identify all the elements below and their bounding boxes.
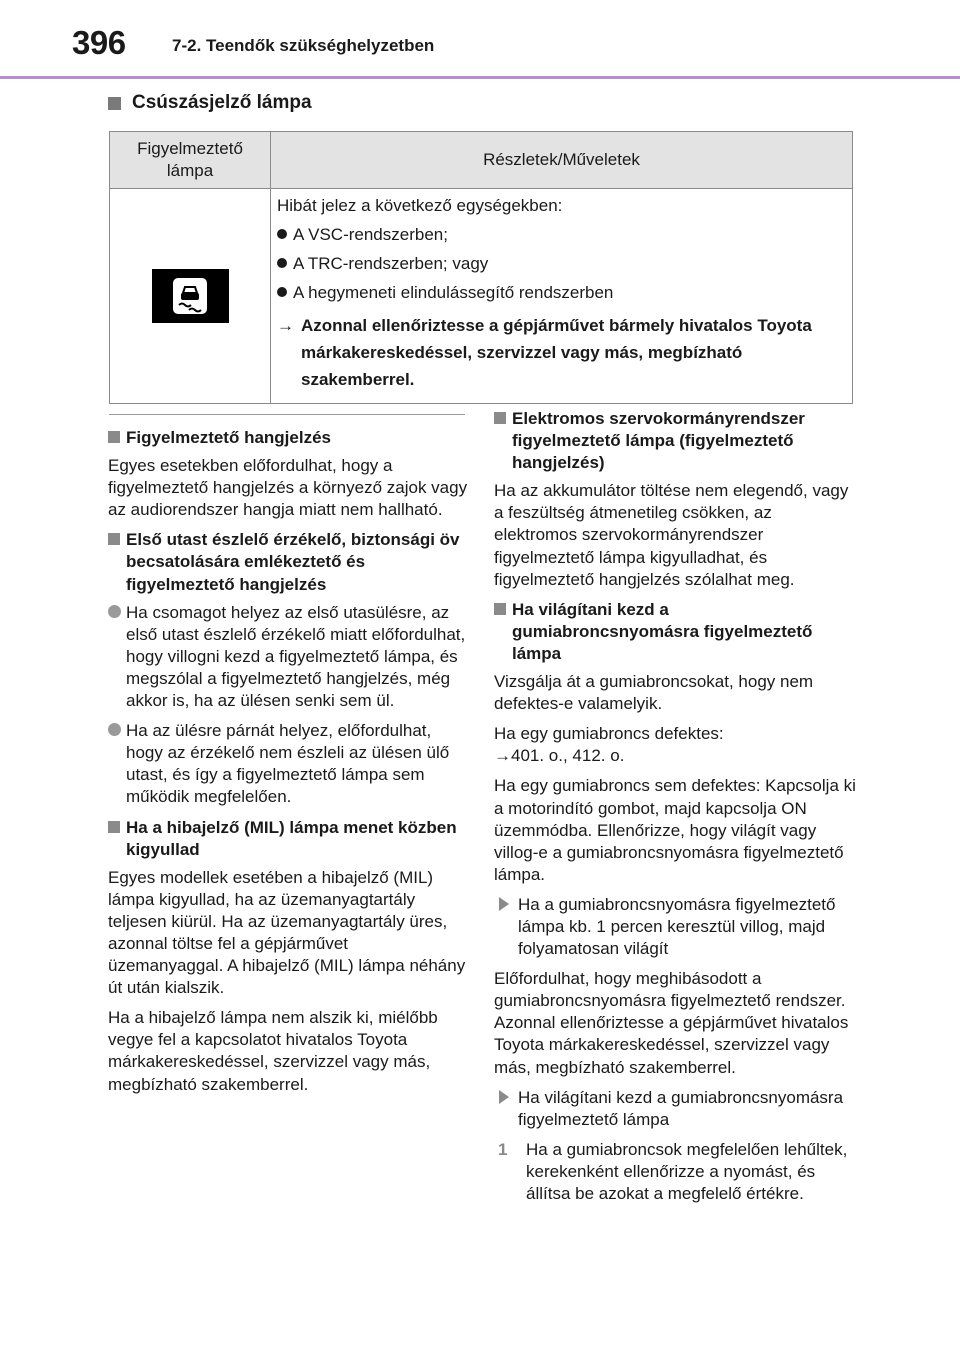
chapter-title: 7-2. Teendők szükséghelyzetben (172, 36, 435, 55)
warning-table (109, 131, 853, 404)
col-header-lamp: Figyelmeztető lámpa (110, 132, 271, 189)
header-rule (0, 76, 960, 79)
list-item: Ha világítani kezd a gumiabroncsnyomásra figyelmeztető lámpa (494, 1087, 856, 1131)
bullet-icon (277, 287, 287, 297)
left-column (108, 427, 468, 1104)
square-bullet-icon (494, 603, 506, 615)
bullet-icon (277, 258, 287, 268)
subheading: Elektromos szervokormányrendszer figyelmeztető lámpa (figyelmeztető hangjelzés) (494, 408, 856, 474)
arrow-icon: → (277, 315, 294, 335)
page-header (0, 0, 960, 78)
numbered-step (494, 1139, 856, 1205)
page-number: 396 (72, 24, 126, 61)
list-item: Ha csomagot helyez az első utasülésre, az első utast észlelő érzékelő miatt előfordulhat, hogy villogni kezd a figyelmeztető lámpa, és megszólal a figyelmeztető hangjelzés, még akkor is, ha az ülésen senki sem ül. (108, 602, 468, 712)
col-header-details: Részletek/Műveletek (271, 132, 853, 189)
section-title (108, 92, 312, 114)
paragraph: Ha a hibajelző lámpa nem alszik ki, miélőbb vegye fel a kapcsolatot hivatalos Toyota márkakereskedéssel, szervizzel vagy más, megbízható szakemberrel. (108, 1008, 438, 1094)
paragraph: Egyes modellek esetében a hibajelző (MIL) lámpa kigyullad, ha az üzemanyagtartály teljesen kiürül. Ha az üzemanyagtartály üres, azonnal töltse fel a gépjárművet üzemanyaggal. A hibajelző (MIL) lámpa néhány út után kialszik. (108, 867, 466, 998)
step-text: Ha a gumiabroncsok megfelelően lehűltek, kerekenként ellenőrizze a nyomást, és állítsa be azokat a megfelelő értékre. (526, 1139, 848, 1203)
square-bullet-icon (108, 821, 120, 833)
details-intro: Hibát jelez a következő egységekben: (277, 196, 563, 216)
paragraph: Ha az akkumulátor töltése nem elegendő, vagy a feszültség átmenetileg csökken, az elektromos szervokormányrendszer figyelmeztető lámpa kigyulladhat, és figyelmeztető hangjelzés szólalhat meg. (494, 481, 849, 589)
circle-bullet-icon (108, 605, 121, 618)
subheading: Első utast észlelő érzékelő, biztonsági öv becsatolására emlékeztető és figyelmeztető hangjelzés (108, 529, 468, 595)
slip-indicator-icon (152, 269, 229, 323)
action-note (277, 312, 844, 394)
paragraph: Előfordulhat, hogy meghibásodott a gumiabroncsnyomásra figyelmeztető rendszer. Azonnal ellenőriztesse a gépjárművet hivatalos Toyota márkakereskedéssel, szervizzel vagy más, megbízható szakemberrel. (494, 969, 849, 1077)
action-text: Azonnal ellenőriztesse a gépjárművet bármely hivatalos Toyota márkakereskedéssel, szervizzel vagy más, megbízható szakemberrel. (301, 315, 812, 389)
paragraph: Egyes esetekben előfordulhat, hogy a figyelmeztető hangjelzés a környező zajok vagy az audiorendszer hangja miatt nem hallható. (108, 456, 468, 520)
subheading: Ha a hibajelző (MIL) lámpa menet közben kigyullad (108, 817, 468, 861)
square-bullet-icon (108, 431, 120, 443)
circle-bullet-icon (108, 723, 121, 736)
section-title-text: Csúszásjelző lámpa (132, 92, 312, 113)
details-cell (271, 189, 853, 404)
divider (109, 414, 465, 415)
triangle-bullet-icon (499, 897, 509, 911)
square-bullet-icon (108, 533, 120, 545)
step-number: 1 (498, 1139, 508, 1159)
paragraph: Ha egy gumiabroncs sem defektes: Kapcsolja ki a motorindító gombot, majd kapcsolja ON üzemmódba. Ellenőrizze, hogy világít vagy villog-e a gumiabroncsnyomásra figyelmeztető lámpa. (494, 776, 856, 884)
paragraph: Vizsgálja át a gumiabroncsokat, hogy nem defektes-e valamelyik. (494, 672, 814, 714)
page-reference: →401. o., 412. o. (494, 746, 625, 766)
lamp-cell (110, 189, 271, 404)
list-item: Ha a gumiabroncsnyomásra figyelmeztető lámpa kb. 1 percen keresztül villog, majd folyamatosan világít (494, 894, 856, 960)
square-bullet-icon (108, 97, 121, 110)
paragraph: Ha egy gumiabroncs defektes: →401. o., 412. o. (494, 723, 856, 767)
subheading: Figyelmeztető hangjelzés (108, 427, 468, 449)
bullet-icon (277, 229, 287, 239)
list-item: A TRC-rendszerben; vagy (277, 253, 844, 275)
list-item: A hegymeneti elindulássegítő rendszerben (277, 282, 844, 304)
triangle-bullet-icon (499, 1090, 509, 1104)
list-item: Ha az ülésre párnát helyez, előfordulhat, hogy az érzékelő nem észleli az ülésen ülő utast, és így a figyelmeztető lámpa sem működik megfelelően. (108, 720, 468, 808)
right-column (494, 408, 856, 1213)
square-bullet-icon (494, 412, 506, 424)
subheading: Ha világítani kezd a gumiabroncsnyomásra figyelmeztető lámpa (494, 599, 856, 665)
list-item: A VSC-rendszerben; (277, 224, 844, 246)
